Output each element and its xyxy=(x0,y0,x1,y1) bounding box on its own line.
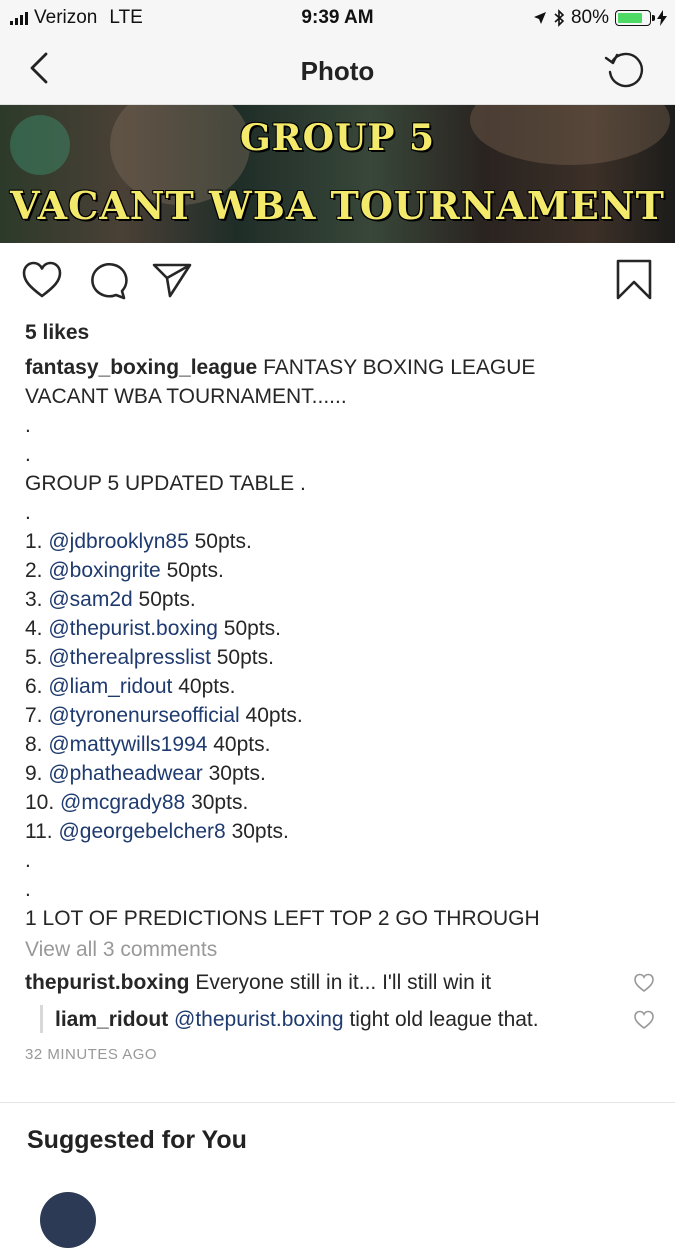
charging-icon xyxy=(657,10,667,26)
standings-list xyxy=(25,527,655,846)
caption-footer: 1 LOT OF PREDICTIONS LEFT TOP 2 GO THROUGH xyxy=(25,907,540,930)
comment-text: Everyone still in it... I'll still win it xyxy=(189,971,492,994)
user-mention[interactable]: @phatheadwear xyxy=(48,762,203,785)
battery-icon xyxy=(615,10,651,26)
user-mention[interactable]: @therealpresslist xyxy=(48,646,211,669)
table-row: 3. @sam2d 50pts. xyxy=(25,588,196,611)
page-title: Photo xyxy=(300,56,375,86)
table-row: 7. @tyronenurseofficial 40pts. xyxy=(25,704,303,727)
clock: 9:39 AM xyxy=(301,7,374,28)
comment-icon[interactable] xyxy=(86,258,130,302)
user-mention[interactable]: @mattywills1994 xyxy=(48,733,208,756)
table-row: 9. @phatheadwear 30pts. xyxy=(25,762,266,785)
table-row: 2. @boxingrite 50pts. xyxy=(25,559,224,582)
user-mention[interactable]: @sam2d xyxy=(48,588,133,611)
user-mention[interactable]: @boxingrite xyxy=(48,559,161,582)
table-row: 6. @liam_ridout 40pts. xyxy=(25,675,236,698)
caption-username[interactable]: fantasy_boxing_league xyxy=(25,356,258,379)
like-heart-icon[interactable] xyxy=(20,258,64,302)
post-timestamp: 32 MINUTES AGO xyxy=(25,1046,158,1063)
comment-reply xyxy=(25,1005,655,1034)
likes-count[interactable]: 5 likes xyxy=(25,321,90,344)
user-mention[interactable]: @tyronenurseofficial xyxy=(48,704,240,727)
post-body: 5 likes fantasy_boxing_league FANTASY BOXING LEAGUE VACANT WBA TOURNAMENT...... . . GROUP 5 UPDATED TABLE . . 1. @jdbrooklyn85 50pts. 2. @boxingrite 50pts. 3. @sam2d 50pts. 4. @thepurist.boxing 50pts. 5. @therealpresslist 50pts. 6. @liam_ridout 40pts. 7. @tyronenurseofficial 40pts. 8. @mattywills1994 40pts. 9. @phatheadwear 30pts. 10. @mcgrady88 30pts. 11. @georgebelcher8 30pts. . . 1 LOT OF PREDICTIONS LEFT TOP 2 GO THROUGH View all 3 comments thepurist.boxing Everyone still in it... I'll still win it liam_ridout @thepurist.boxing tight old league that. 32 MINUTES AGO xyxy=(25,318,655,1069)
carrier-label: Verizon xyxy=(34,7,98,28)
table-row: 1. @jdbrooklyn85 50pts. xyxy=(25,530,252,553)
user-mention[interactable]: @mcgrady88 xyxy=(60,791,186,814)
bluetooth-icon xyxy=(553,9,565,27)
network-label: LTE xyxy=(109,7,143,28)
section-divider xyxy=(0,1102,675,1103)
reply-username[interactable]: liam_ridout xyxy=(55,1008,169,1031)
reply-mention[interactable]: @thepurist.boxing xyxy=(174,1008,344,1031)
reply-like-icon[interactable] xyxy=(633,1009,655,1031)
status-bar xyxy=(0,0,675,36)
battery-percent: 80% xyxy=(570,7,609,28)
user-mention[interactable]: @georgebelcher8 xyxy=(58,820,226,843)
refresh-icon[interactable] xyxy=(603,48,647,92)
share-icon[interactable] xyxy=(150,258,194,302)
table-row: 11. @georgebelcher8 30pts. xyxy=(25,820,289,843)
table-row: 8. @mattywills1994 40pts. xyxy=(25,733,271,756)
comment xyxy=(25,968,655,997)
save-bookmark-icon[interactable] xyxy=(612,258,656,302)
caption: fantasy_boxing_league FANTASY BOXING LEAGUE xyxy=(25,356,536,379)
user-mention[interactable]: @jdbrooklyn85 xyxy=(48,530,189,553)
table-row: 10. @mcgrady88 30pts. xyxy=(25,791,249,814)
suggested-heading: Suggested for You xyxy=(27,1126,247,1154)
location-icon xyxy=(533,11,547,25)
comment-username[interactable]: thepurist.boxing xyxy=(25,971,190,994)
suggested-avatar[interactable] xyxy=(40,1192,96,1248)
user-mention[interactable]: @thepurist.boxing xyxy=(48,617,218,640)
view-all-comments-link[interactable]: View all 3 comments xyxy=(25,938,218,961)
comment-like-icon[interactable] xyxy=(633,972,655,994)
user-mention[interactable]: @liam_ridout xyxy=(48,675,173,698)
banner-title-line2: VACANT WBA TOURNAMENT xyxy=(10,183,665,228)
post-image[interactable] xyxy=(0,105,675,243)
table-row: 5. @therealpresslist 50pts. xyxy=(25,646,274,669)
nav-bar xyxy=(0,36,675,105)
table-heading: GROUP 5 UPDATED TABLE . xyxy=(25,472,306,495)
post-actions xyxy=(0,258,675,308)
reply-text: tight old league that. xyxy=(343,1008,539,1031)
banner-title-line1: GROUP 5 xyxy=(239,117,436,159)
table-row: 4. @thepurist.boxing 50pts. xyxy=(25,617,281,640)
